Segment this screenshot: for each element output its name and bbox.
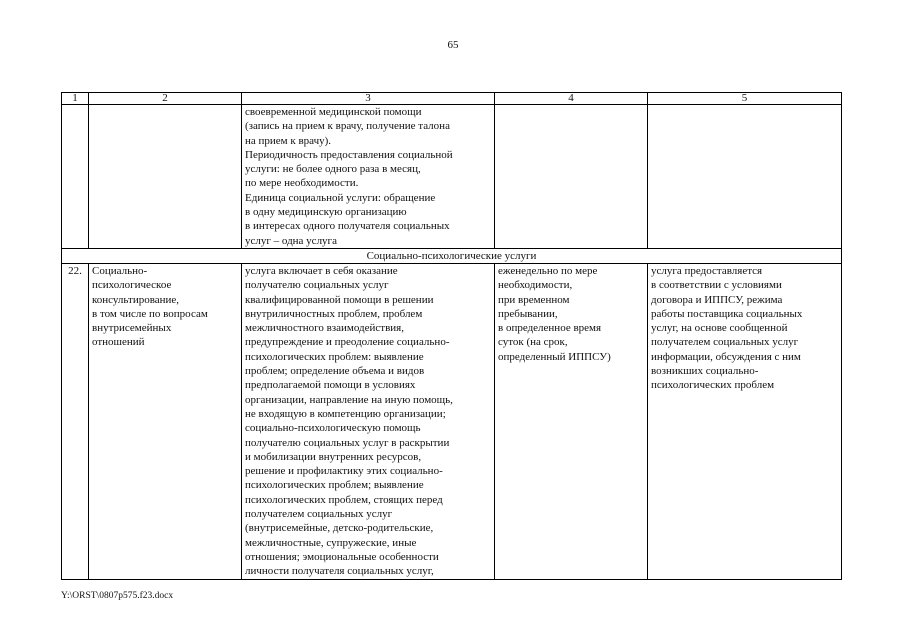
text-line: получателю социальных услуг bbox=[245, 279, 389, 292]
service-name-cell bbox=[89, 263, 242, 579]
text-line: при временном bbox=[498, 293, 570, 306]
row-number: 22. bbox=[62, 263, 89, 579]
text-line: по мере необходимости. bbox=[245, 177, 359, 190]
text-line: психологических проблем; выявление bbox=[245, 479, 424, 492]
text-line: Единица социальной услуги: обращение bbox=[245, 191, 436, 204]
empty-cell bbox=[89, 105, 242, 249]
text-line: организации, направление на иную помощь, bbox=[245, 393, 453, 406]
continuation-row bbox=[62, 105, 842, 249]
service-frequency-cell bbox=[495, 263, 648, 579]
text-line: в соответствии с условиями bbox=[651, 279, 782, 292]
text-line: своевременной медицинской помощи bbox=[245, 106, 422, 118]
text-line: проблем; определение объема и видов bbox=[245, 365, 425, 378]
text-line: внутрисемейных bbox=[92, 322, 172, 335]
empty-cell bbox=[62, 105, 89, 249]
text-line: (внутрисемейные, детско-родительские, bbox=[245, 522, 434, 535]
text-line: межличностного взаимодействия, bbox=[245, 322, 404, 335]
text-line: (запись на прием к врачу, получение талона bbox=[245, 120, 450, 133]
section-title: Социально-психологические услуги bbox=[62, 248, 842, 263]
text-line: отношений bbox=[92, 336, 145, 349]
text-line: договора и ИППСУ, режима bbox=[651, 293, 783, 306]
service-conditions-cell bbox=[648, 263, 842, 579]
text-line: необходимости, bbox=[498, 279, 573, 292]
text-line: личности получателя социальных услуг, bbox=[245, 565, 434, 578]
text-line: возникших социально- bbox=[651, 365, 759, 378]
text-line: суток (на срок, bbox=[498, 336, 568, 349]
text-line: услуги: не более одного раза в месяц, bbox=[245, 163, 421, 176]
table-row bbox=[62, 263, 842, 579]
text-line: социально-психологическую помощь bbox=[245, 422, 421, 435]
text-line: предупреждение и преодоление социально- bbox=[245, 336, 450, 349]
text-line: получателем социальных услуг bbox=[245, 508, 393, 521]
services-table bbox=[61, 92, 842, 580]
text-line: информации, обсуждения с ним bbox=[651, 350, 801, 363]
text-line: в одну медицинскую организацию bbox=[245, 206, 407, 219]
text-line: еженедельно по мере bbox=[498, 264, 598, 277]
page-number: 65 bbox=[447, 39, 459, 51]
column-header: 4 bbox=[495, 93, 648, 105]
text-line: в определенное время bbox=[498, 322, 602, 335]
text-line: работы поставщика социальных bbox=[651, 307, 803, 320]
text-line: предполагаемой помощи в условиях bbox=[245, 379, 416, 392]
column-header: 2 bbox=[89, 93, 242, 105]
service-description-cell bbox=[242, 263, 495, 579]
text-line: в интересах одного получателя социальных bbox=[245, 220, 450, 233]
column-header: 5 bbox=[648, 93, 842, 105]
text-line: и мобилизации внутренних ресурсов, bbox=[245, 450, 422, 463]
text-line: услуг – одна услуга bbox=[245, 234, 337, 247]
file-path-footer: Y:\ORST\0807p575.f23.docx bbox=[61, 591, 174, 601]
text-line: услуга предоставляется bbox=[651, 264, 763, 277]
text-line: консультирование, bbox=[92, 293, 180, 306]
text-line: психологических проблем, стоящих перед bbox=[245, 493, 443, 506]
text-line: не входящую в компетенцию организации; bbox=[245, 407, 446, 420]
section-row bbox=[62, 248, 842, 263]
text-line: получателем социальных услуг bbox=[651, 336, 799, 349]
text-line: в том числе по вопросам bbox=[92, 307, 208, 320]
text-line: внутриличностных проблем, проблем bbox=[245, 307, 423, 320]
text-line: на прием к врачу). bbox=[245, 134, 332, 147]
text-line: психологическое bbox=[92, 279, 172, 292]
table-header-row bbox=[62, 93, 842, 105]
column-header: 1 bbox=[62, 93, 89, 105]
text-line: услуг, на основе сообщенной bbox=[651, 322, 788, 335]
text-line: психологических проблем: выявление bbox=[245, 350, 424, 363]
column-header: 3 bbox=[242, 93, 495, 105]
text-line: межличностные, супружеские, иные bbox=[245, 536, 417, 549]
text-line: определенный ИППСУ) bbox=[498, 350, 611, 363]
text-line: услуга включает в себя оказание bbox=[245, 264, 398, 277]
text-line: решение и профилактику этих социально- bbox=[245, 465, 443, 478]
text-line: квалифицированной помощи в решении bbox=[245, 293, 434, 306]
service-description-cell bbox=[242, 105, 495, 249]
text-line: отношения; эмоциональные особенности bbox=[245, 550, 439, 563]
text-line: пребывании, bbox=[498, 307, 558, 320]
text-line: получателю социальных услуг в раскрытии bbox=[245, 436, 450, 449]
text-line: психологических проблем bbox=[651, 379, 775, 392]
text-line: Социально- bbox=[92, 264, 148, 277]
text-line: Периодичность предоставления социальной bbox=[245, 148, 453, 161]
empty-cell bbox=[495, 105, 648, 249]
empty-cell bbox=[648, 105, 842, 249]
